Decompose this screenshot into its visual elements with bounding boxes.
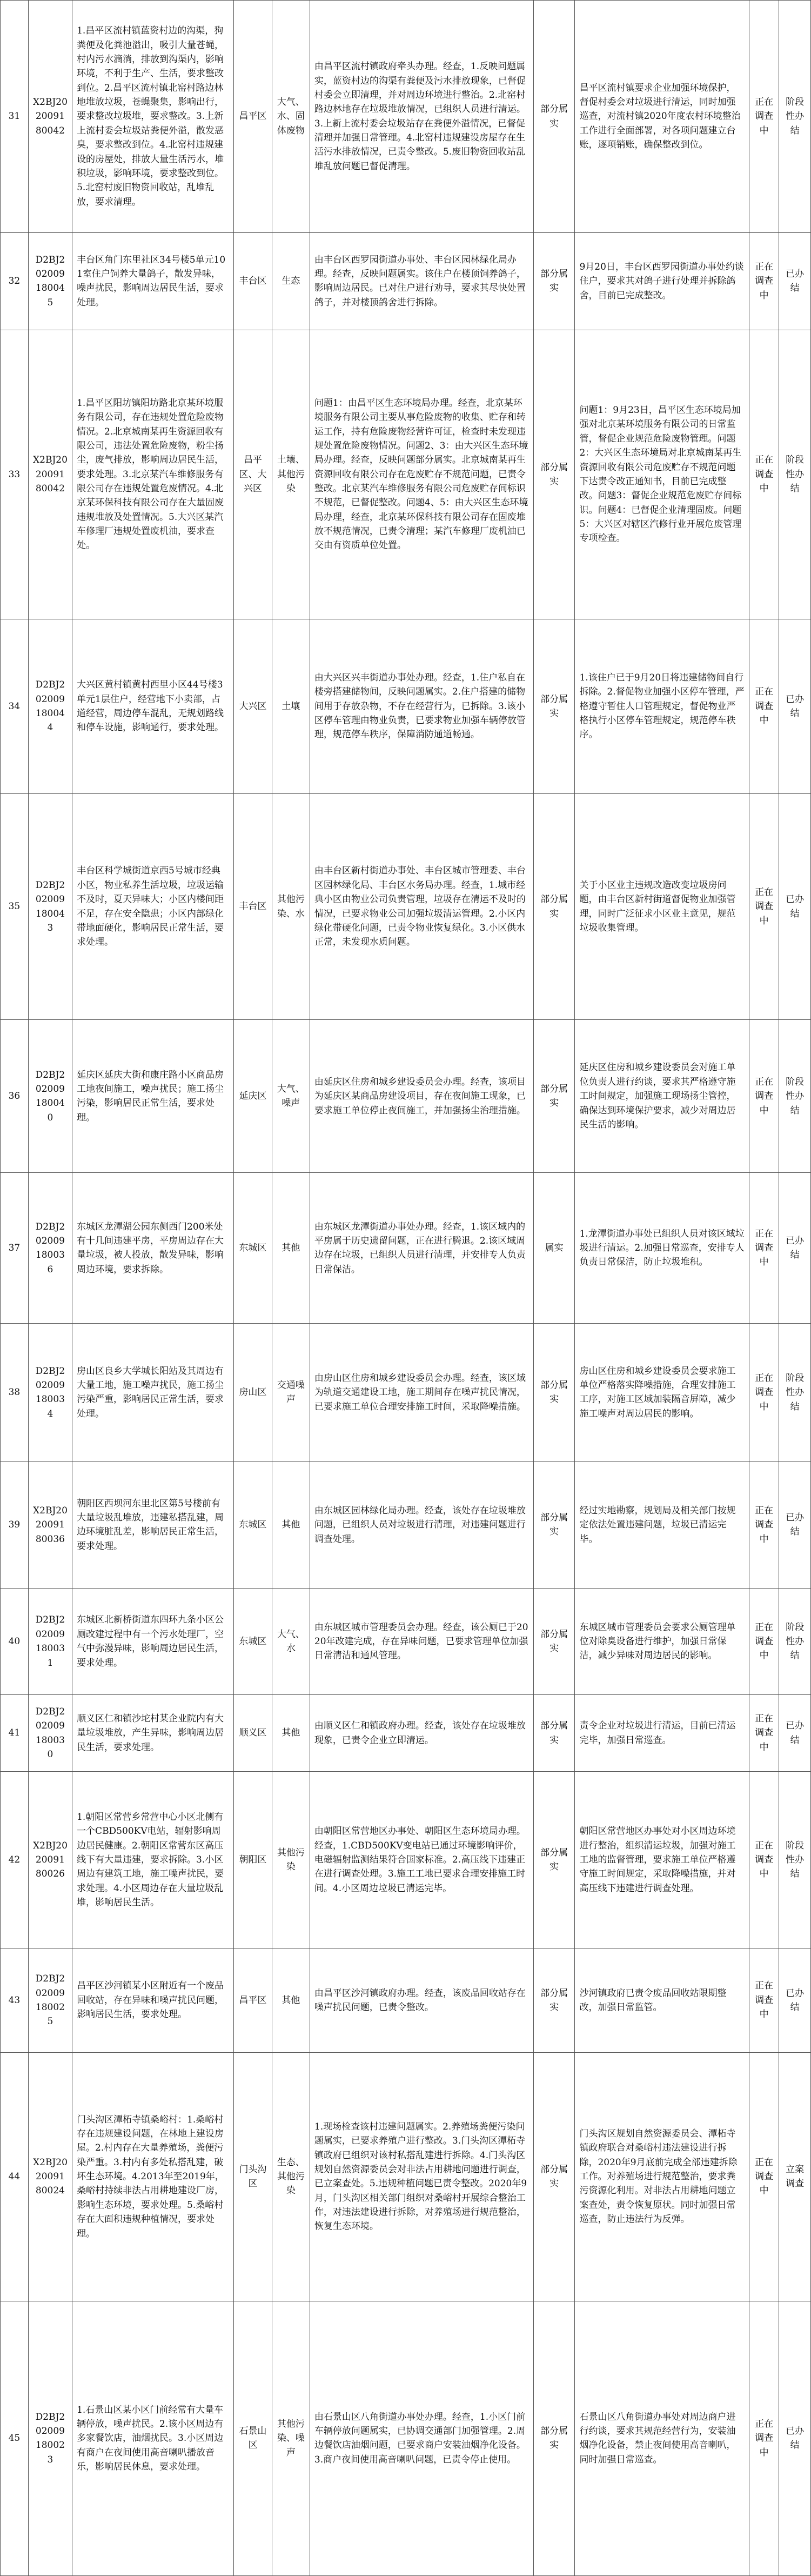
accountability-status-cell: 正在调查中 (749, 793, 779, 1019)
row-number-cell: 34 (1, 619, 29, 794)
verdict-cell: 部分属实 (533, 1695, 575, 1771)
row-number-cell: 43 (1, 1948, 29, 2052)
verdict-cell: 部分属实 (533, 1589, 575, 1695)
verdict-cell: 部分属实 (533, 2301, 575, 2575)
complaint-content-cell: 顺义区仁和镇沙坨村某企业院内有大量垃圾堆放，产生异味，影响周边居民生活，要求处理。 (72, 1695, 234, 1771)
table-row (1, 2301, 811, 2575)
accountability-status-cell: 正在调查中 (749, 1, 779, 233)
completion-status-cell: 阶段性办结 (779, 1020, 811, 1173)
accountability-status-cell: 正在调查中 (749, 233, 779, 330)
completion-status-cell: 阶段性办结 (779, 1, 811, 233)
case-code-cell: X2BJ202009180026 (28, 1771, 72, 1948)
investigation-result-cell: 由丰台区西罗园街道办事处、丰台区园林绿化局办理。经查，反映问题属实。该住户在楼顶饲养鸽子，影响周边居民。已对住户进行劝导，要求其尽快处置鸽子，并对楼顶鸽舍进行拆除。 (310, 233, 533, 330)
accountability-status-cell: 正在调查中 (749, 2052, 779, 2301)
handling-measures-cell: 延庆区住房和城乡建设委员会对施工单位负责人进行约谈，要求其严格遵守施工时间规定，加强施工现场扬尘管控，确保达到环境保护要求，减少对周边居民生活的影响。 (575, 1020, 749, 1173)
case-code-cell: X2BJ202009180036 (28, 1461, 72, 1588)
pollution-type-cell: 其他 (272, 1461, 310, 1588)
complaint-content-cell: 大兴区黄村镇黄村西里小区44号楼3单元1层住户，经营地下小卖部，占道经营，周边停车混乱，无规划路线和停车设施，影响通行，要求处理。 (72, 619, 234, 794)
investigation-result-cell: 由东城区龙潭街道办事处办理。经查，1.该区域内的平房属于历史遗留问题，正在进行腾退。2.该区域周边存在垃圾，已组织人员进行清理，并安排专人负责日常保洁。 (310, 1173, 533, 1324)
handling-measures-cell: 关于小区业主违规改造改变垃圾房问题，由丰台区新村街道督促物业加强管理，同时广泛征求小区业主意见，规范垃圾收集管理。 (575, 793, 749, 1019)
verdict-cell: 部分属实 (533, 2052, 575, 2301)
complaint-content-cell: 丰台区角门东里社区34号楼5单元101室住户饲养大量鸽子，散发异味，噪声扰民，影响周边居民生活，要求处理。 (72, 233, 234, 330)
pollution-type-cell: 大气、水、固体废物 (272, 1, 310, 233)
complaint-content-cell: 门头沟区潭柘寺镇桑峪村：1.桑峪村存在违规建设问题，在林地上建设房屋。2.村内存在大量养殖场，粪便污染严重。3.村内有多处私搭乱建，破坏生态环境。4.2013年至2019年，桑峪村持续非法占用耕地建设厂房，影响生态环境，要求处理。5.桑峪村存在大面积违规种植情况，要求处理。 (72, 2052, 234, 2301)
verdict-cell: 属实 (533, 1173, 575, 1324)
pollution-type-cell: 土壤、其他污染 (272, 330, 310, 619)
table-row (1, 1323, 811, 1461)
table-row (1, 1771, 811, 1948)
table-row (1, 1948, 811, 2052)
completion-status-cell: 已办结 (779, 1173, 811, 1324)
table-row (1, 619, 811, 794)
completion-status-cell: 立案调查 (779, 2052, 811, 2301)
investigation-result-cell: 由石景山区八角街道办事处办理。经查，1.小区门前车辆停放问题属实，已协调交通部门加强管理。2.周边餐饮店油烟问题，已要求商户安装油烟净化设备。3.商户夜间使用高音喇叭问题，已责令停止使用。 (310, 2301, 533, 2575)
handling-measures-cell: 朝阳区常营地区办事处对小区周边环境进行整治，组织清运垃圾，加强对施工工地的监督管理，要求施工单位严格遵守施工时间规定，采取降噪措施，并对高压线下违建进行调查处理。 (575, 1771, 749, 1948)
row-number-cell: 39 (1, 1461, 29, 1588)
district-cell: 东城区 (233, 1461, 272, 1588)
investigation-result-cell: 由东城区园林绿化局办理。经查，该处存在垃圾堆放问题，已组织人员对垃圾进行清理，对违建问题进行调查处理。 (310, 1461, 533, 1588)
completion-status-cell: 已办结 (779, 233, 811, 330)
case-code-cell: D2BJ202009180025 (28, 1948, 72, 2052)
pollution-type-cell: 生态 (272, 233, 310, 330)
case-code-cell: X2BJ202009180042 (28, 1, 72, 233)
accountability-status-cell: 正在调查中 (749, 1461, 779, 1588)
district-cell: 昌平区 (233, 1948, 272, 2052)
completion-status-cell: 阶段性办结 (779, 330, 811, 619)
verdict-cell: 部分属实 (533, 330, 575, 619)
verdict-cell: 部分属实 (533, 1461, 575, 1588)
complaint-content-cell: 东城区龙潭湖公园东侧西门200米处有十几间违建平房，平房周边存在大量垃圾，被人投放，散发异味，影响周边环境，要求拆除。 (72, 1173, 234, 1324)
row-number-cell: 31 (1, 1, 29, 233)
accountability-status-cell: 正在调查中 (749, 1948, 779, 2052)
completion-status-cell: 已办结 (779, 1461, 811, 1588)
complaint-content-cell: 1.昌平区阳坊镇阳坊路北京某环境服务有限公司，存在违规处置危险废物情况。2.北京城南某再生资源回收有限公司，违法处置危险废物，粉尘扬尘，废气排放，影响周边居民生活，要求处理。3.北京某汽车维修服务有限公司存在违规处置危废情况。4.北京某环保科技有限公司存在大量固废违规堆放及处置情况。5.大兴区某汽车修理厂违规处置废机油，要求查处。 (72, 330, 234, 619)
investigation-result-cell: 由东城区城市管理委员会办理。经查，该公厕已于2020年改建完成，存在异味问题，已要求管理单位加强日常清洁和通风管理。 (310, 1589, 533, 1695)
verdict-cell: 部分属实 (533, 619, 575, 794)
complaint-content-cell: 1.朝阳区常营乡常营中心小区北侧有一个CBD500KV电站，辐射影响周边居民健康。2.朝阳区常营东区高压线下有大量违建，要求拆除。3.小区周边有建筑工地，施工噪声扰民，要求处理。4.小区周边存在大量垃圾乱堆，影响居民生活。 (72, 1771, 234, 1948)
row-number-cell: 45 (1, 2301, 29, 2575)
complaint-content-cell: 丰台区科学城街道京西5号城市经典小区，物业私养生活垃圾，垃圾运输不及时，夏天异味大；小区内楼间距不足，存在安全隐患；小区内部绿化带地面硬化，影响居民正常生活，要求处理。 (72, 793, 234, 1019)
table-row (1, 1695, 811, 1771)
accountability-status-cell: 正在调查中 (749, 1020, 779, 1173)
table-row (1, 233, 811, 330)
investigation-result-cell: 由朝阳区常营地区办事处、朝阳区生态环境局办理。经查，1.CBD500KV变电站已通过环境影响评价，电磁辐射监测结果符合国家标准。2.高压线下违建正在进行调查处理。3.施工工地已要求合理安排施工时间。4.小区周边垃圾已清运完毕。 (310, 1771, 533, 1948)
verdict-cell: 部分属实 (533, 1, 575, 233)
handling-measures-cell: 昌平区流村镇要求企业加强环境保护，督促村委会对垃圾进行清运，同时加强巡查，对流村镇2020年度农村环境整治工作进行全面部署，对各项问题建立台账，逐项销账，确保整改到位。 (575, 1, 749, 233)
pollution-type-cell: 大气、噪声 (272, 1020, 310, 1173)
pollution-type-cell: 交通噪声 (272, 1323, 310, 1461)
district-cell: 顺义区 (233, 1695, 272, 1771)
complaint-content-cell: 延庆区延庆大街和康庄路小区商品房工地夜间施工，噪声扰民；施工扬尘污染，影响居民正常生活，要求处理。 (72, 1020, 234, 1173)
table-row (1, 1589, 811, 1695)
district-cell: 门头沟区 (233, 2052, 272, 2301)
row-number-cell: 32 (1, 233, 29, 330)
verdict-cell: 部分属实 (533, 1323, 575, 1461)
verdict-cell: 部分属实 (533, 1948, 575, 2052)
row-number-cell: 37 (1, 1173, 29, 1324)
case-code-cell: D2BJ202009180040 (28, 1020, 72, 1173)
completion-status-cell: 已办结 (779, 619, 811, 794)
accountability-status-cell: 正在调查中 (749, 1589, 779, 1695)
investigation-result-cell: 1.现场检查该村违建问题属实。2.养殖场粪便污染问题属实，已要求养殖户进行整改。3.门头沟区潭柘寺镇政府已组织对该村私搭乱建进行拆除。4.门头沟区规划自然资源委员会对非法占用耕地问题进行调查，已立案查处。5.违规种植问题已责令整改。2020年9月，门头沟区相关部门组织对桑峪村开展综合整治工作，对违法建设进行拆除，对养殖场进行规范整治，恢复生态环境。 (310, 2052, 533, 2301)
handling-measures-cell: 1.该住户已于9月20日将违建储物间自行拆除。2.督促物业加强小区停车管理，严格遵守暂住人口管理规定，督促物业严格执行小区停车管理规定，规范停车秩序。 (575, 619, 749, 794)
district-cell: 东城区 (233, 1173, 272, 1324)
table-row (1, 1, 811, 233)
accountability-status-cell: 正在调查中 (749, 1771, 779, 1948)
row-number-cell: 44 (1, 2052, 29, 2301)
case-code-cell: D2BJ202009180030 (28, 1695, 72, 1771)
case-code-cell: D2BJ202009180031 (28, 1589, 72, 1695)
completion-status-cell: 阶段性办结 (779, 1589, 811, 1695)
handling-measures-cell: 房山区住房和城乡建设委员会要求施工单位严格落实降噪措施，合理安排施工工序，对施工区域加装隔音屏障，减少施工噪声对周边居民的影响。 (575, 1323, 749, 1461)
handling-measures-cell: 沙河镇政府已责令废品回收站限期整改，加强日常监管。 (575, 1948, 749, 2052)
district-cell: 房山区 (233, 1323, 272, 1461)
handling-measures-cell: 9月20日，丰台区西罗园街道办事处约谈住户，要求其对鸽子进行处理并拆除鸽舍，目前已完成整改。 (575, 233, 749, 330)
accountability-status-cell: 正在调查中 (749, 1695, 779, 1771)
complaint-content-cell: 房山区良乡大学城长阳站及其周边有大量工地，施工噪声扰民，施工扬尘污染严重，影响居民正常生活，要求处理。 (72, 1323, 234, 1461)
table-row (1, 330, 811, 619)
handling-measures-cell: 问题1：9月23日，昌平区生态环境局加强对北京某环境服务有限公司的日常监管，督促企业规范危险废物管理。问题2：大兴区生态环境局对北京城南某再生资源回收有限公司危废贮存不规范问题下达责令改正通知书，目前已完成整改。问题3：督促企业规范危废贮存间标识。问题4：已督促企业清理固废。问题5：大兴区对辖区汽修行业开展危废管理专项检查。 (575, 330, 749, 619)
accountability-status-cell: 正在调查中 (749, 1173, 779, 1324)
case-code-cell: X2BJ202009180024 (28, 2052, 72, 2301)
table-row (1, 1020, 811, 1173)
pollution-type-cell: 土壤 (272, 619, 310, 794)
handling-measures-cell: 经过实地勘察，规划局及相关部门按规定依法处置违建问题，垃圾已清运完毕。 (575, 1461, 749, 1588)
complaint-content-cell: 1.石景山区某小区门前经常有大量车辆停放，噪声扰民。2.该小区周边有多家餐饮店，油烟扰民。3.小区周边有商户在夜间使用高音喇叭播放音乐，影响居民休息，要求处理。 (72, 2301, 234, 2575)
table-row (1, 793, 811, 1019)
verdict-cell: 部分属实 (533, 793, 575, 1019)
row-number-cell: 38 (1, 1323, 29, 1461)
case-code-cell: X2BJ202009180042 (28, 330, 72, 619)
completion-status-cell: 已办结 (779, 793, 811, 1019)
table-row (1, 1461, 811, 1588)
pollution-type-cell: 其他 (272, 1173, 310, 1324)
verdict-cell: 部分属实 (533, 1771, 575, 1948)
district-cell: 丰台区 (233, 233, 272, 330)
pollution-type-cell: 其他污染、水 (272, 793, 310, 1019)
case-code-cell: D2BJ202009180044 (28, 619, 72, 794)
case-code-cell: D2BJ202009180034 (28, 1323, 72, 1461)
row-number-cell: 36 (1, 1020, 29, 1173)
complaint-content-cell: 1.昌平区流村镇蓝资村边的沟渠，狗粪便及化粪池溢出，吸引大量苍蝇，村内污水滴淌，排放到沟渠内，影响环境，不利于生产、生活，要求整改到位。2.昌平区流村镇北窑村路边林地堆放垃圾，苍蝇聚集，影响出行，要求整改垃圾堆，要求整改。3.上新上流村委会垃圾站粪便外溢，散发恶臭，要求整改到位。4.北窑村违规建设的房屋处，排放大量生活污水，堆积垃圾，影响环境，要求整改到位。5.北窑村废旧物资回收站，乱堆乱放，要求清理。 (72, 1, 234, 233)
district-cell: 昌平区 (233, 1, 272, 233)
pollution-type-cell: 大气、水 (272, 1589, 310, 1695)
row-number-cell: 33 (1, 330, 29, 619)
district-cell: 丰台区 (233, 793, 272, 1019)
investigation-result-cell: 由大兴区兴丰街道办事处办理。经查，1.住户私自在楼旁搭建储物间，反映问题属实。2.住户搭建的储物间用于存放杂物，不存在经营行为，已拆除。3.该小区停车管理由物业负责，已要求物业加强车辆停放管理，规范停车秩序，保障消防通道畅通。 (310, 619, 533, 794)
table-row (1, 1173, 811, 1324)
district-cell: 东城区 (233, 1589, 272, 1695)
completion-status-cell: 已办结 (779, 2301, 811, 2575)
handling-measures-cell: 东城区城市管理委员会要求公厕管理单位对除臭设备进行维护，加强日常保洁，减少异味对周边居民的影响。 (575, 1589, 749, 1695)
case-code-cell: D2BJ202009180023 (28, 2301, 72, 2575)
complaint-content-cell: 昌平区沙河镇某小区附近有一个废品回收站，存在异味和噪声扰民问题，影响居民生活，要求处理。 (72, 1948, 234, 2052)
district-cell: 延庆区 (233, 1020, 272, 1173)
handling-measures-cell: 石景山区八角街道办事处对周边商户进行约谈，要求其规范经营行为，安装油烟净化设备，禁止夜间使用高音喇叭，同时加强日常巡查。 (575, 2301, 749, 2575)
row-number-cell: 40 (1, 1589, 29, 1695)
investigation-result-cell: 问题1：由昌平区生态环境局办理。经查，北京某环境服务有限公司主要从事危险废物的收集、贮存和转运工作，持有危险废物经营许可证，检查时未发现违规处置危险废物情况。问题2、3：由大兴区生态环境局办理。经查，反映问题部分属实。北京城南某再生资源回收有限公司存在危废贮存不规范问题，已责令整改。北京某汽车维修服务有限公司危废贮存间标识不规范，已督促整改。问题4、5：由大兴区生态环境局办理，经查，北京某环保科技有限公司存在固废堆放不规范情况，已责令清理；某汽车修理厂废机油已交由有资质单位处置。 (310, 330, 533, 619)
case-code-cell: D2BJ202009180045 (28, 233, 72, 330)
pollution-type-cell: 其他污染、噪声 (272, 2301, 310, 2575)
case-code-cell: D2BJ202009180043 (28, 793, 72, 1019)
complaint-content-cell: 朝阳区西坝河东里北区第5号楼前有大量垃圾乱堆放，违建私搭乱建，周边环境脏乱差，影响居民正常生活，要求处理。 (72, 1461, 234, 1588)
accountability-status-cell: 正在调查中 (749, 2301, 779, 2575)
investigation-result-cell: 由房山区住房和城乡建设委员会办理。经查，该区域为轨道交通建设工地，施工期间存在噪声扰民情况，已要求施工单位合理安排施工时间，采取降噪措施。 (310, 1323, 533, 1461)
investigation-result-cell: 由昌平区流村镇政府牵头办理。经查，1.反映问题属实，蓝资村边的沟渠有粪便及污水排放现象，已督促村委会立即清理，并对周边环境进行整治。2.北窑村路边林地存在垃圾堆放情况，已组织人员进行清运。3.上新上流村委会垃圾站存在粪便外溢情况，已督促清理并加强日常管理。4.北窑村违规建设房屋存在生活污水排放情况，已责令整改。5.废旧物资回收站乱堆乱放问题已督促清理。 (310, 1, 533, 233)
row-number-cell: 42 (1, 1771, 29, 1948)
complaint-content-cell: 东城区北新桥街道东四环九条小区公厕改建过程中有一个污水处理厂，空气中弥漫异味，影响周边居民生活，要求处理。 (72, 1589, 234, 1695)
verdict-cell: 部分属实 (533, 233, 575, 330)
row-number-cell: 41 (1, 1695, 29, 1771)
investigation-result-cell: 由昌平区沙河镇政府办理。经查，该废品回收站存在噪声扰民问题，已责令整改。 (310, 1948, 533, 2052)
verdict-cell: 部分属实 (533, 1020, 575, 1173)
completion-status-cell: 阶段性办结 (779, 1771, 811, 1948)
completion-status-cell: 阶段性办结 (779, 1323, 811, 1461)
investigation-result-cell: 由丰台区新村街道办事处、丰台区城市管理委、丰台区园林绿化局、丰台区水务局办理。经查，1.城市经典小区由物业公司负责管理，垃圾存在清运不及时的情况，已要求物业公司加强垃圾清运管理。2.小区内绿化带硬化问题，已责令物业恢复绿化。3.小区供水正常，未发现水质问题。 (310, 793, 533, 1019)
accountability-status-cell: 正在调查中 (749, 619, 779, 794)
handling-measures-cell: 门头沟区规划自然资源委员会、潭柘寺镇政府联合对桑峪村违法建设进行拆除，2020年9月底前完成全部违建拆除工作。对养殖场进行规范整治，要求粪污资源化利用。对非法占用耕地问题立案查处，责令恢复原状。同时加强日常巡查，防止违法行为反弹。 (575, 2052, 749, 2301)
case-code-cell: D2BJ202009180036 (28, 1173, 72, 1324)
accountability-status-cell: 正在调查中 (749, 330, 779, 619)
district-cell: 大兴区 (233, 619, 272, 794)
pollution-type-cell: 其他污染 (272, 1771, 310, 1948)
row-number-cell: 35 (1, 793, 29, 1019)
pollution-type-cell: 生态、其他污染 (272, 2052, 310, 2301)
pollution-type-cell: 其他 (272, 1695, 310, 1771)
table-body (1, 1, 811, 2576)
handling-measures-cell: 责令企业对垃圾进行清运，目前已清运完毕，加强日常巡查。 (575, 1695, 749, 1771)
district-cell: 朝阳区 (233, 1771, 272, 1948)
district-cell: 石景山区 (233, 2301, 272, 2575)
completion-status-cell: 已办结 (779, 1695, 811, 1771)
investigation-result-cell: 由延庆区住房和城乡建设委员会办理。经查，该项目为延庆区某商品房建设项目，存在夜间施工现象，已要求施工单位停止夜间施工，并加强扬尘治理措施。 (310, 1020, 533, 1173)
handling-measures-cell: 1.龙潭街道办事处已组织人员对该区域垃圾进行清运。2.加强日常巡查，安排专人负责日常保洁，防止垃圾堆积。 (575, 1173, 749, 1324)
table-row (1, 2052, 811, 2301)
completion-status-cell: 已办结 (779, 1948, 811, 2052)
investigation-result-cell: 由顺义区仁和镇政府办理。经查，该处存在垃圾堆放现象，已责令企业立即清运。 (310, 1695, 533, 1771)
district-cell: 昌平区、大兴区 (233, 330, 272, 619)
pollution-type-cell: 其他 (272, 1948, 310, 2052)
accountability-status-cell: 正在调查中 (749, 1323, 779, 1461)
